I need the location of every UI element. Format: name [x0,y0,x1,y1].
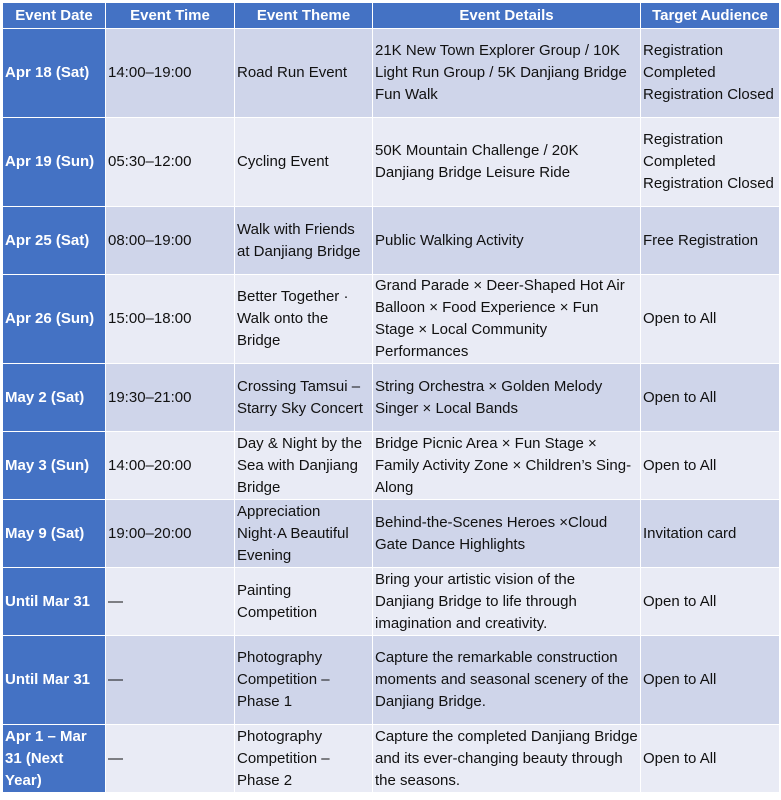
event-theme-cell: Walk with Friends at Danjiang Bridge [235,207,373,275]
event-theme-cell: Photography Competition – Phase 1 [235,636,373,725]
header-event-details: Event Details [373,3,641,29]
event-theme-cell: Photography Competition – Phase 2 [235,725,373,793]
event-time-cell: 08:00–19:00 [106,207,235,275]
event-time-cell: 19:00–20:00 [106,500,235,568]
event-time-cell: 19:30–21:00 [106,364,235,432]
event-date-cell: May 2 (Sat) [3,364,106,432]
event-theme-cell: Day & Night by the Sea with Danjiang Bridge [235,432,373,500]
header-event-date: Event Date [3,3,106,29]
event-theme-cell: Road Run Event [235,29,373,118]
event-details-cell: Bring your artistic vision of the Danjiang Bridge to life through imagination and creativity. [373,568,641,636]
event-details-cell: 21K New Town Explorer Group / 10K Light Run Group / 5K Danjiang Bridge Fun Walk [373,29,641,118]
table-row [3,725,780,793]
event-details-cell: Grand Parade × Deer-Shaped Hot Air Balloon × Food Experience × Fun Stage × Local Community Performances [373,275,641,364]
target-audience-cell: Open to All [641,568,780,636]
header-event-theme: Event Theme [235,3,373,29]
event-time-cell: — [106,725,235,793]
event-theme-cell: Crossing Tamsui – Starry Sky Concert [235,364,373,432]
event-time-cell: — [106,636,235,725]
table-row [3,432,780,500]
event-details-cell: 50K Mountain Challenge / 20K Danjiang Bridge Leisure Ride [373,118,641,207]
event-theme-cell: Appreciation Night·A Beautiful Evening [235,500,373,568]
table-row [3,364,780,432]
event-date-cell: Apr 19 (Sun) [3,118,106,207]
event-time-cell: 14:00–19:00 [106,29,235,118]
target-audience-cell: Open to All [641,636,780,725]
event-time-cell: 14:00–20:00 [106,432,235,500]
event-time-cell: — [106,568,235,636]
event-details-cell: Capture the completed Danjiang Bridge and its ever-changing beauty through the seasons. [373,725,641,793]
header-row [3,3,780,29]
event-date-cell: Until Mar 31 [3,568,106,636]
table-row [3,207,780,275]
event-date-cell: May 9 (Sat) [3,500,106,568]
event-date-cell: May 3 (Sun) [3,432,106,500]
table-row [3,500,780,568]
event-theme-cell: Better Together · Walk onto the Bridge [235,275,373,364]
event-date-cell: Apr 26 (Sun) [3,275,106,364]
event-time-cell: 05:30–12:00 [106,118,235,207]
event-details-cell: Behind-the-Scenes Heroes ×Cloud Gate Dance Highlights [373,500,641,568]
target-audience-cell: Open to All [641,432,780,500]
header-event-time: Event Time [106,3,235,29]
event-theme-cell: Painting Competition [235,568,373,636]
table-row [3,118,780,207]
target-audience-cell: Open to All [641,275,780,364]
event-date-cell: Apr 18 (Sat) [3,29,106,118]
event-date-cell: Apr 25 (Sat) [3,207,106,275]
event-details-cell: Public Walking Activity [373,207,641,275]
event-details-cell: Capture the remarkable construction moments and seasonal scenery of the Danjiang Bridge. [373,636,641,725]
target-audience-cell: Open to All [641,725,780,793]
target-audience-cell: Free Registration [641,207,780,275]
table-row [3,568,780,636]
table-row [3,636,780,725]
table-row [3,275,780,364]
event-date-cell: Apr 1 – Mar 31 (Next Year) [3,725,106,793]
target-audience-cell: Registration Completed Registration Closed [641,29,780,118]
target-audience-cell: Registration Completed Registration Closed [641,118,780,207]
event-schedule-table [2,2,780,793]
event-date-cell: Until Mar 31 [3,636,106,725]
event-time-cell: 15:00–18:00 [106,275,235,364]
header-target-audience: Target Audience [641,3,780,29]
table-row [3,29,780,118]
event-details-cell: String Orchestra × Golden Melody Singer × Local Bands [373,364,641,432]
event-details-cell: Bridge Picnic Area × Fun Stage × Family Activity Zone × Children’s Sing-Along [373,432,641,500]
target-audience-cell: Invitation card [641,500,780,568]
event-theme-cell: Cycling Event [235,118,373,207]
target-audience-cell: Open to All [641,364,780,432]
